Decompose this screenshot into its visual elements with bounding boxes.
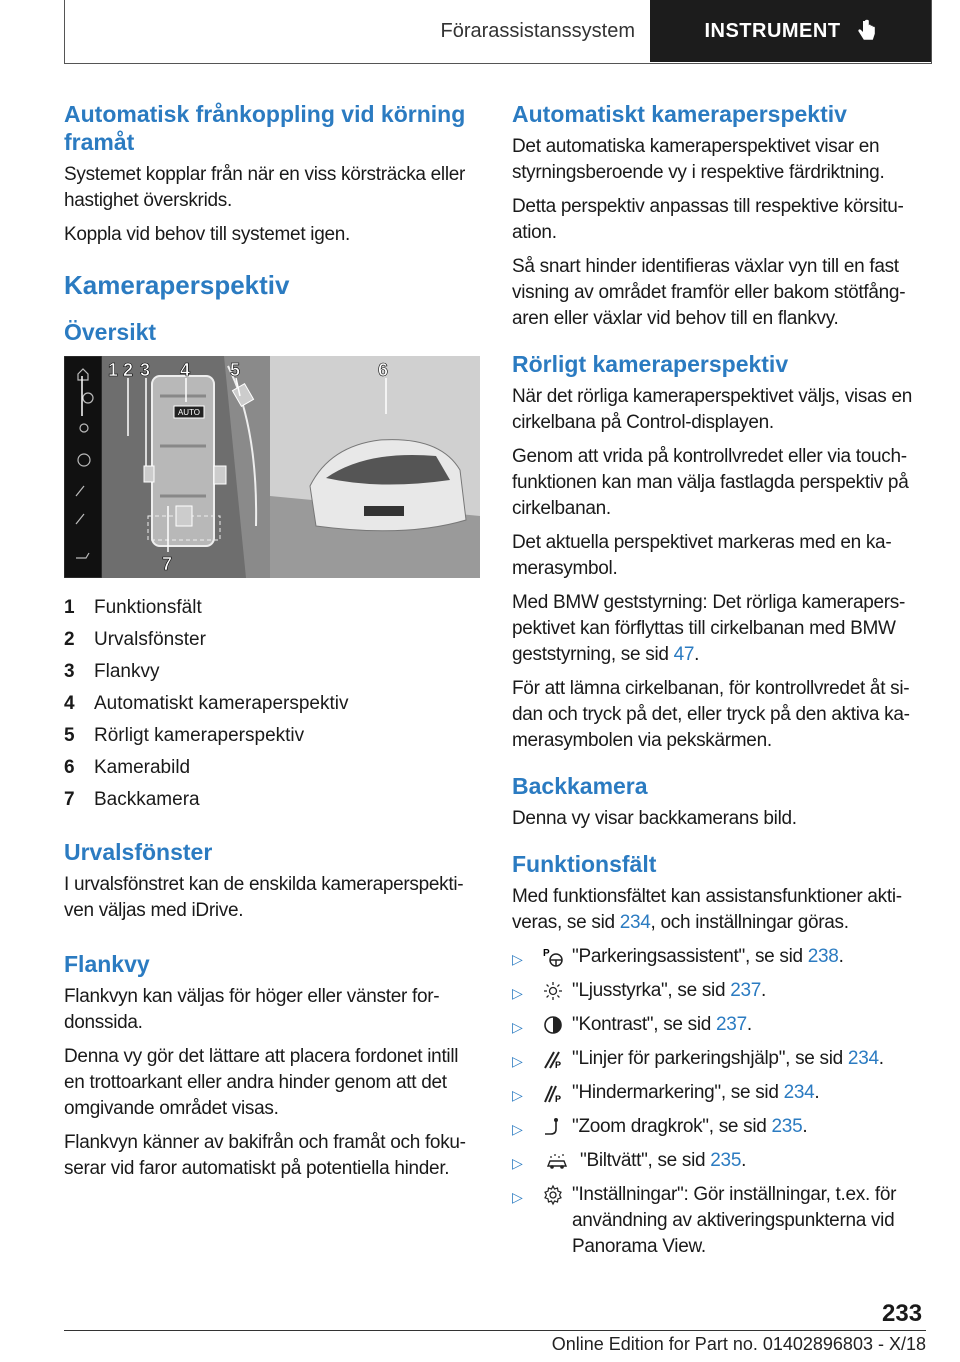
callout-3: 3 bbox=[140, 360, 151, 380]
obstacle-marking-icon bbox=[542, 1082, 564, 1104]
svg-text:P: P bbox=[555, 1094, 561, 1104]
svg-text:P: P bbox=[543, 948, 550, 959]
legend-item: 2 Urvalsfönster bbox=[64, 629, 206, 650]
heading-kameraperspektiv: Kameraperspektiv bbox=[64, 270, 290, 300]
parking-lines-icon bbox=[542, 1048, 564, 1070]
contrast-icon bbox=[542, 1014, 564, 1036]
paragraph: Flankvyn känner av bakifrån och framåt och fokuserar vid faror automatiskt på potentiella hinder. bbox=[64, 1132, 466, 1179]
parking-assistant-icon bbox=[542, 946, 564, 968]
list-item: ▷ "Inställningar": Gör inställningar, t.ex. för användning av aktiveringspunkterna vid Panorama View. bbox=[512, 1184, 897, 1257]
callout-5: 5 bbox=[230, 360, 241, 380]
triangle-bullet-icon: ▷ bbox=[512, 1053, 523, 1069]
paragraph: För att lämna cirkelbanan, för kontrollvredet åt sidan och tryck på det, eller tryck på den aktiva kamerasymbolen via pekskärmen. bbox=[512, 678, 910, 751]
heading-urvalsfonster: Urvalsfönster bbox=[64, 839, 213, 865]
paragraph: När det rörliga kameraperspektivet väljs, visas en cirkelbana på Control-displayen. bbox=[512, 386, 913, 433]
list-item: ▷ P "Hindermarkering", se sid 234. bbox=[512, 1080, 928, 1108]
triangle-bullet-icon: ▷ bbox=[512, 1019, 523, 1035]
right-column bbox=[512, 100, 928, 1266]
paragraph: Med BMW geststyrning: Det rörliga kameraperspektivet kan förflyttas till cirkelbanan med BMW geststyrning, se sid 47. bbox=[512, 592, 906, 665]
svg-text:P: P bbox=[555, 1060, 561, 1070]
legend-item: 3 Flankvy bbox=[64, 661, 160, 682]
triangle-bullet-icon: ▷ bbox=[512, 1155, 523, 1171]
triangle-bullet-icon: ▷ bbox=[512, 1087, 523, 1103]
left-column bbox=[64, 100, 480, 1190]
paragraph: Denna vy visar backkamerans bild. bbox=[512, 808, 797, 829]
page-header bbox=[64, 0, 932, 64]
tow-hitch-zoom-icon bbox=[542, 1116, 564, 1138]
chapter-tab bbox=[650, 0, 931, 62]
paragraph: Det automatiska kameraperspektivet visar en styrningsberoende vy i respektive färdriktning. bbox=[512, 136, 885, 183]
list-item: ▷ P "Parkeringsassistent", se sid 238. bbox=[512, 944, 928, 972]
section-title: Förarassistanssystem bbox=[440, 19, 635, 42]
function-list bbox=[512, 944, 928, 1260]
heading-funktionsfalt: Funktionsfält bbox=[512, 851, 657, 877]
list-item: ▷ "Ljusstyrka", se sid 237. bbox=[512, 978, 928, 1006]
triangle-bullet-icon: ▷ bbox=[512, 1189, 523, 1205]
page-link[interactable]: 235 bbox=[771, 1116, 803, 1137]
legend-item: 6 Kamerabild bbox=[64, 757, 191, 778]
callout-1: 1 bbox=[108, 360, 119, 380]
paragraph: Det aktuella perspektivet markeras med en kamerasymbol. bbox=[512, 532, 892, 579]
paragraph: Denna vy gör det lättare att placera fordonet intill en trottoarkant eller andra hinder genom att det omgivande området visas. bbox=[64, 1046, 459, 1119]
footer-divider bbox=[64, 1330, 926, 1331]
paragraph: Med funktionsfältet kan assistansfunktioner aktiveras, se sid 234, och inställningar göras. bbox=[512, 886, 903, 933]
page-link[interactable]: 237 bbox=[730, 980, 762, 1001]
page-link[interactable]: 235 bbox=[710, 1150, 742, 1171]
paragraph: Detta perspektiv anpassas till respektive körsituation. bbox=[512, 196, 904, 243]
page-link[interactable]: 234 bbox=[847, 1048, 879, 1069]
legend-item: 1 Funktionsfält bbox=[64, 597, 202, 618]
legend-item: 5 Rörligt kameraperspektiv bbox=[64, 725, 305, 746]
legend-item: 7 Backkamera bbox=[64, 789, 200, 810]
chapter-title: INSTRUMENT bbox=[704, 19, 841, 42]
heading-oversikt: Översikt bbox=[64, 319, 157, 345]
edition-note: Online Edition for Part no. 01402896803 - X/18 bbox=[551, 1334, 926, 1354]
paragraph: Koppla vid behov till systemet igen. bbox=[64, 224, 350, 245]
heading-flankvy: Flankvy bbox=[64, 951, 150, 977]
triangle-bullet-icon: ▷ bbox=[512, 951, 523, 967]
callout-6: 6 bbox=[378, 360, 389, 380]
callout-4: 4 bbox=[180, 360, 191, 380]
page-link[interactable]: 238 bbox=[807, 946, 839, 967]
figure-legend bbox=[64, 592, 480, 816]
paragraph: Genom att vrida på kontrollvredet eller via touchfunktionen kan man välja fastlagda perspektiv på cirkelbanan. bbox=[512, 446, 909, 519]
brightness-icon bbox=[542, 980, 564, 1002]
page-link[interactable]: 234 bbox=[619, 912, 651, 933]
legend-item: 4 Automatiskt kameraperspektiv bbox=[64, 693, 349, 714]
paragraph: Systemet kopplar från när en viss körsträcka eller hastighet överskrids. bbox=[64, 164, 466, 211]
page-link[interactable]: 47 bbox=[673, 644, 695, 665]
triangle-bullet-icon: ▷ bbox=[512, 1121, 523, 1137]
hand-pointer-icon bbox=[855, 19, 877, 43]
paragraph: I urvalsfönstret kan de enskilda kameraperspektiven väljas med iDrive. bbox=[64, 874, 464, 921]
list-item: ▷ "Kontrast", se sid 237. bbox=[512, 1012, 928, 1040]
triangle-bullet-icon: ▷ bbox=[512, 985, 523, 1001]
callout-7: 7 bbox=[162, 554, 173, 574]
page-number: 233 bbox=[882, 1300, 923, 1327]
car-wash-icon bbox=[542, 1150, 572, 1172]
heading-backkamera: Backkamera bbox=[512, 773, 648, 799]
paragraph: Flankvyn kan väljas för höger eller vänster fordonssida. bbox=[64, 986, 440, 1033]
callout-2: 2 bbox=[123, 360, 134, 380]
page-link[interactable]: 237 bbox=[716, 1014, 747, 1035]
list-item: ▷ "Zoom dragkrok", se sid 235. bbox=[512, 1114, 928, 1142]
paragraph: Så snart hinder identifieras växlar vyn till en fast visning av området framför eller bakom stötfångaren eller växlar vid behov till en flankvy. bbox=[512, 256, 906, 329]
camera-screen-illustration bbox=[64, 356, 480, 578]
heading-auto-off: Automatisk frånkoppling vid körning framåt bbox=[64, 101, 466, 155]
list-item: ▷ "Biltvätt", se sid 235. bbox=[512, 1148, 928, 1176]
settings-gear-icon bbox=[542, 1184, 564, 1206]
page-link[interactable]: 234 bbox=[783, 1082, 815, 1103]
heading-auto-perspective: Automatiskt kameraperspektiv bbox=[512, 101, 847, 127]
auto-badge: AUTO bbox=[177, 408, 201, 417]
list-item: ▷ P "Linjer för parkeringshjälp", se sid 234. bbox=[512, 1046, 928, 1074]
camera-view-figure bbox=[64, 356, 480, 578]
heading-movable-perspective: Rörligt kameraperspektiv bbox=[512, 351, 789, 377]
